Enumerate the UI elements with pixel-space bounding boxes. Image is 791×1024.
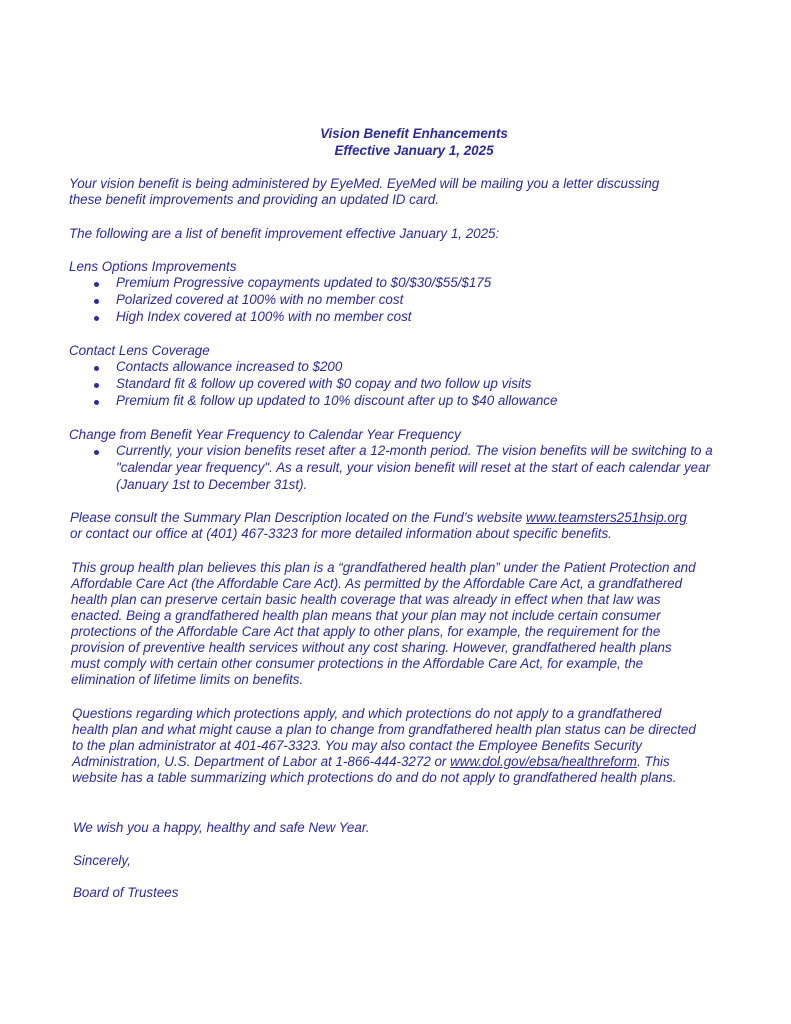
grandfathered-line: provision of preventive health services without any cost sharing. However, grandfathered health plans <box>71 640 672 655</box>
bullet-icon <box>94 316 99 321</box>
consult-line <box>70 510 687 526</box>
intro-paragraph-line: Your vision benefit is being administered by EyeMed. EyeMed will be mailing you a letter discussing <box>69 176 660 191</box>
fund-website-link[interactable]: www.teamsters251hsip.org <box>526 510 687 525</box>
bullet-icon <box>94 400 99 405</box>
frequency-heading: Change from Benefit Year Frequency to Calendar Year Frequency <box>69 427 461 442</box>
questions-text: Administration, U.S. Department of Labor at 1-866-444-3272 or <box>72 754 451 769</box>
lens-option-item: High Index covered at 100% with no member cost <box>116 309 412 324</box>
contact-lens-heading: Contact Lens Coverage <box>69 343 210 358</box>
consult-line: or contact our office at (401) 467-3323 for more detailed information about specific benefits. <box>70 526 612 541</box>
lens-option-item: Premium Progressive copayments updated to $0/$30/$55/$175 <box>116 275 492 290</box>
bullet-icon <box>94 383 99 388</box>
signature: Board of Trustees <box>73 885 179 900</box>
closing-wish: We wish you a happy, healthy and safe New Year. <box>73 820 370 835</box>
grandfathered-line: Affordable Care Act (the Affordable Care Act). As permitted by the Affordable Care Act, a grandfathered <box>71 576 683 591</box>
intro-paragraph-line: these benefit improvements and providing an updated ID card. <box>69 192 439 207</box>
grandfathered-line: protections of the Affordable Care Act that apply to other plans, for example, the requirement for the <box>71 624 661 639</box>
questions-line <box>72 754 670 770</box>
contact-lens-item: Premium fit & follow up updated to 10% discount after up to $40 allowance <box>116 393 558 408</box>
questions-line: health plan and what might cause a plan to change from grandfathered health plan status can be directed <box>72 722 696 737</box>
effective-date-title: Effective January 1, 2025 <box>334 143 494 158</box>
lens-option-item: Polarized covered at 100% with no member cost <box>116 292 404 307</box>
grandfathered-line: must comply with certain other consumer protections in the Affordable Care Act, for example, the <box>71 656 644 671</box>
grandfathered-line: elimination of lifetime limits on benefits. <box>71 672 304 687</box>
bullet-icon <box>94 366 99 371</box>
frequency-item-line: "calendar year frequency". As a result, your vision benefit will reset at the start of each calendar year <box>116 460 711 475</box>
bullet-icon <box>94 282 99 287</box>
questions-line: website has a table summarizing which protections do and do not apply to grandfathered health plans. <box>72 770 677 785</box>
dol-website-link[interactable]: www.dol.gov/ebsa/healthreform <box>450 754 637 769</box>
consult-text: Please consult the Summary Plan Description located on the Fund’s website <box>70 510 527 525</box>
grandfathered-line: This group health plan believes this plan is a “grandfathered health plan” under the Patient Protection and <box>71 560 696 575</box>
improvements-intro: The following are a list of benefit improvement effective January 1, 2025: <box>69 226 500 241</box>
bullet-icon <box>94 450 99 455</box>
bullet-icon <box>94 299 99 304</box>
questions-text: . This <box>636 754 670 769</box>
document-title: Vision Benefit Enhancements <box>320 126 508 141</box>
contact-lens-item: Contacts allowance increased to $200 <box>116 359 343 374</box>
frequency-item-line: (January 1st to December 31st). <box>116 477 308 492</box>
grandfathered-line: enacted. Being a grandfathered health plan means that your plan may not include certain consumer <box>71 608 661 623</box>
contact-lens-item: Standard fit & follow up covered with $0 copay and two follow up visits <box>116 376 532 391</box>
frequency-item-line: Currently, your vision benefits reset after a 12-month period. The vision benefits will be switching to a <box>116 443 713 458</box>
questions-line: to the plan administrator at 401-467-3323. You may also contact the Employee Benefits Security <box>72 738 642 753</box>
questions-line: Questions regarding which protections apply, and which protections do not apply to a grandfathered <box>72 706 662 721</box>
closing-sincerely: Sincerely, <box>73 853 131 868</box>
grandfathered-line: health plan can preserve certain basic health coverage that was already in effect when that law was <box>71 592 661 607</box>
lens-options-heading: Lens Options Improvements <box>69 259 237 274</box>
